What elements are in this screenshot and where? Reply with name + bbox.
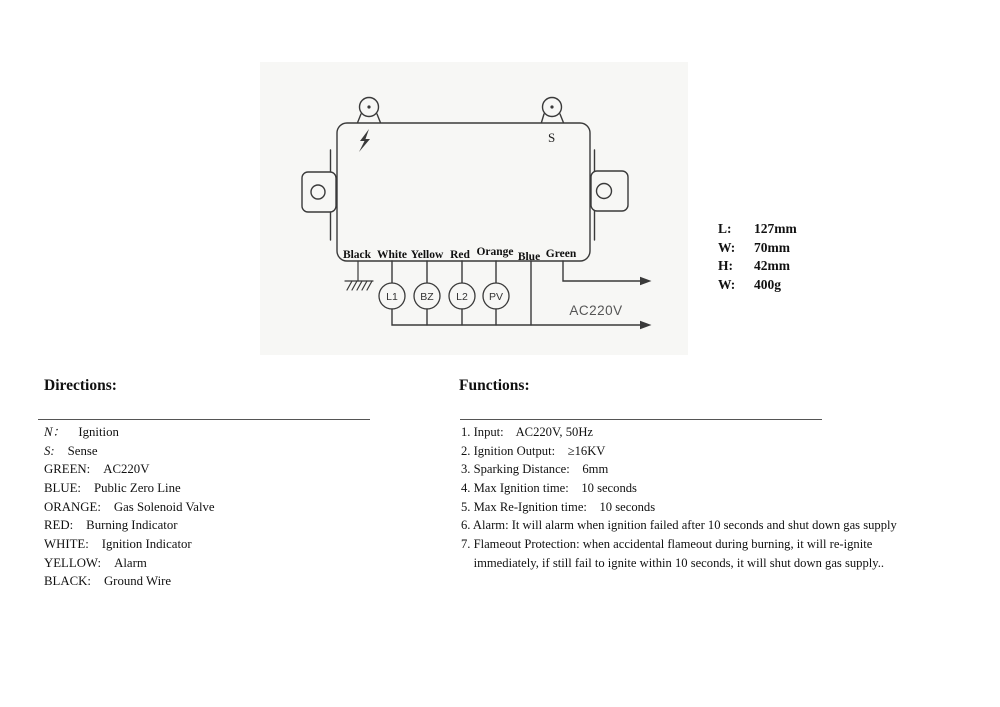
side-bracket-right	[591, 171, 628, 211]
spec-weight-value: 400g	[754, 276, 781, 292]
function-item-alarm: 6. Alarm: It will alarm when ignition failed after 10 seconds and shut down gas supply	[461, 518, 897, 533]
directions-heading: Directions:	[44, 377, 117, 394]
terminal-label-bz: BZ	[420, 291, 434, 303]
directions-divider-line	[38, 419, 370, 420]
device-wiring-drawing	[260, 62, 688, 355]
ac220v-label: AC220V	[569, 303, 623, 318]
direction-value: Sense	[67, 443, 98, 458]
function-item-flameout-protection-cont: immediately, if still fail to ignite within 10 seconds, it will shut down gas supply..	[461, 555, 885, 570]
function-item-sparking-distance: 3. Sparking Distance: 6mm	[461, 462, 609, 477]
direction-key: BLUE:	[44, 480, 81, 495]
ac-line-arrow-bottom	[640, 321, 652, 329]
direction-item-yellow	[44, 554, 215, 573]
spec-length-value: 127mm	[754, 221, 797, 236]
direction-key: S:	[44, 443, 55, 458]
functions-list	[461, 423, 1000, 572]
direction-key: ORANGE:	[44, 499, 101, 514]
function-item-input: 1. Input: AC220V, 50Hz	[461, 425, 594, 439]
mounting-lug-right	[541, 98, 564, 125]
spec-height-label: H:	[718, 258, 733, 274]
wire-label-green: Green	[545, 248, 577, 260]
functions-divider-line	[460, 419, 822, 420]
wire-label-orange: Orange	[476, 246, 514, 258]
wire-label-red: Red	[450, 249, 470, 261]
bracket-hole-right	[597, 184, 612, 199]
mounting-lug-left	[357, 98, 381, 125]
spec-weight-label: W:	[718, 276, 736, 292]
sense-terminal-label: S	[548, 130, 556, 145]
bracket-hole-left	[311, 185, 325, 199]
ac-line-arrow-top	[640, 277, 652, 285]
terminal-label-l2: L2	[456, 291, 468, 303]
direction-key: BLACK:	[44, 574, 91, 589]
spec-length	[718, 220, 797, 239]
wire-label-yellow: Yellow	[410, 249, 444, 261]
function-item-max-ignition-time: 4. Max Ignition time: 10 seconds	[461, 480, 637, 495]
spec-length-label: L:	[718, 221, 732, 236]
direction-key: GREEN:	[44, 462, 91, 477]
direction-item-red	[44, 516, 215, 535]
direction-value: Gas Solenoid Valve	[113, 499, 215, 514]
wire-label-white: White	[376, 249, 408, 261]
direction-item-green	[44, 460, 215, 479]
function-item-max-reignition-time: 5. Max Re-Ignition time: 10 seconds	[461, 499, 656, 514]
direction-key: RED:	[44, 518, 74, 533]
direction-value: AC220V	[103, 462, 150, 477]
spec-weight	[718, 276, 797, 295]
direction-item-orange	[44, 498, 215, 517]
function-item-ignition-output: 2. Ignition Output: ≥16KV	[461, 443, 606, 458]
function-item-flameout-protection: 7. Flameout Protection: when accidental flameout during burning, it will re-ignite	[461, 536, 873, 551]
ground-symbol	[345, 261, 373, 290]
direction-value: Burning Indicator	[86, 518, 178, 533]
spec-width-value: 70mm	[754, 239, 790, 255]
terminal-label-l1: L1	[386, 291, 398, 303]
dimension-specs	[718, 220, 797, 294]
direction-value: Public Zero Line	[93, 480, 181, 495]
direction-value: Ground Wire	[103, 574, 172, 589]
direction-key: WHITE:	[44, 536, 89, 551]
direction-item-sense	[44, 442, 215, 461]
direction-value: Alarm	[114, 555, 147, 570]
direction-item-ignition	[44, 423, 215, 442]
direction-key: N：	[44, 425, 66, 439]
spec-width-label: W:	[718, 239, 736, 255]
green-wire	[563, 261, 640, 281]
direction-item-black	[44, 572, 215, 591]
spec-height-value: 42mm	[754, 258, 790, 274]
functions-heading: Functions:	[459, 377, 530, 394]
wire-label-blue: Blue	[517, 251, 541, 263]
wire-label-black: Black	[342, 249, 372, 261]
spec-width	[718, 239, 797, 258]
wiring-diagram-scan	[260, 62, 688, 355]
terminal-label-pv: PV	[488, 291, 504, 303]
direction-value: Ignition	[78, 425, 119, 439]
directions-list	[44, 423, 215, 591]
direction-item-white	[44, 535, 215, 554]
direction-value: Ignition Indicator	[101, 536, 192, 551]
side-bracket-left	[302, 172, 336, 212]
direction-key: YELLOW:	[44, 555, 102, 570]
direction-item-blue	[44, 479, 215, 498]
spec-height	[718, 257, 797, 276]
